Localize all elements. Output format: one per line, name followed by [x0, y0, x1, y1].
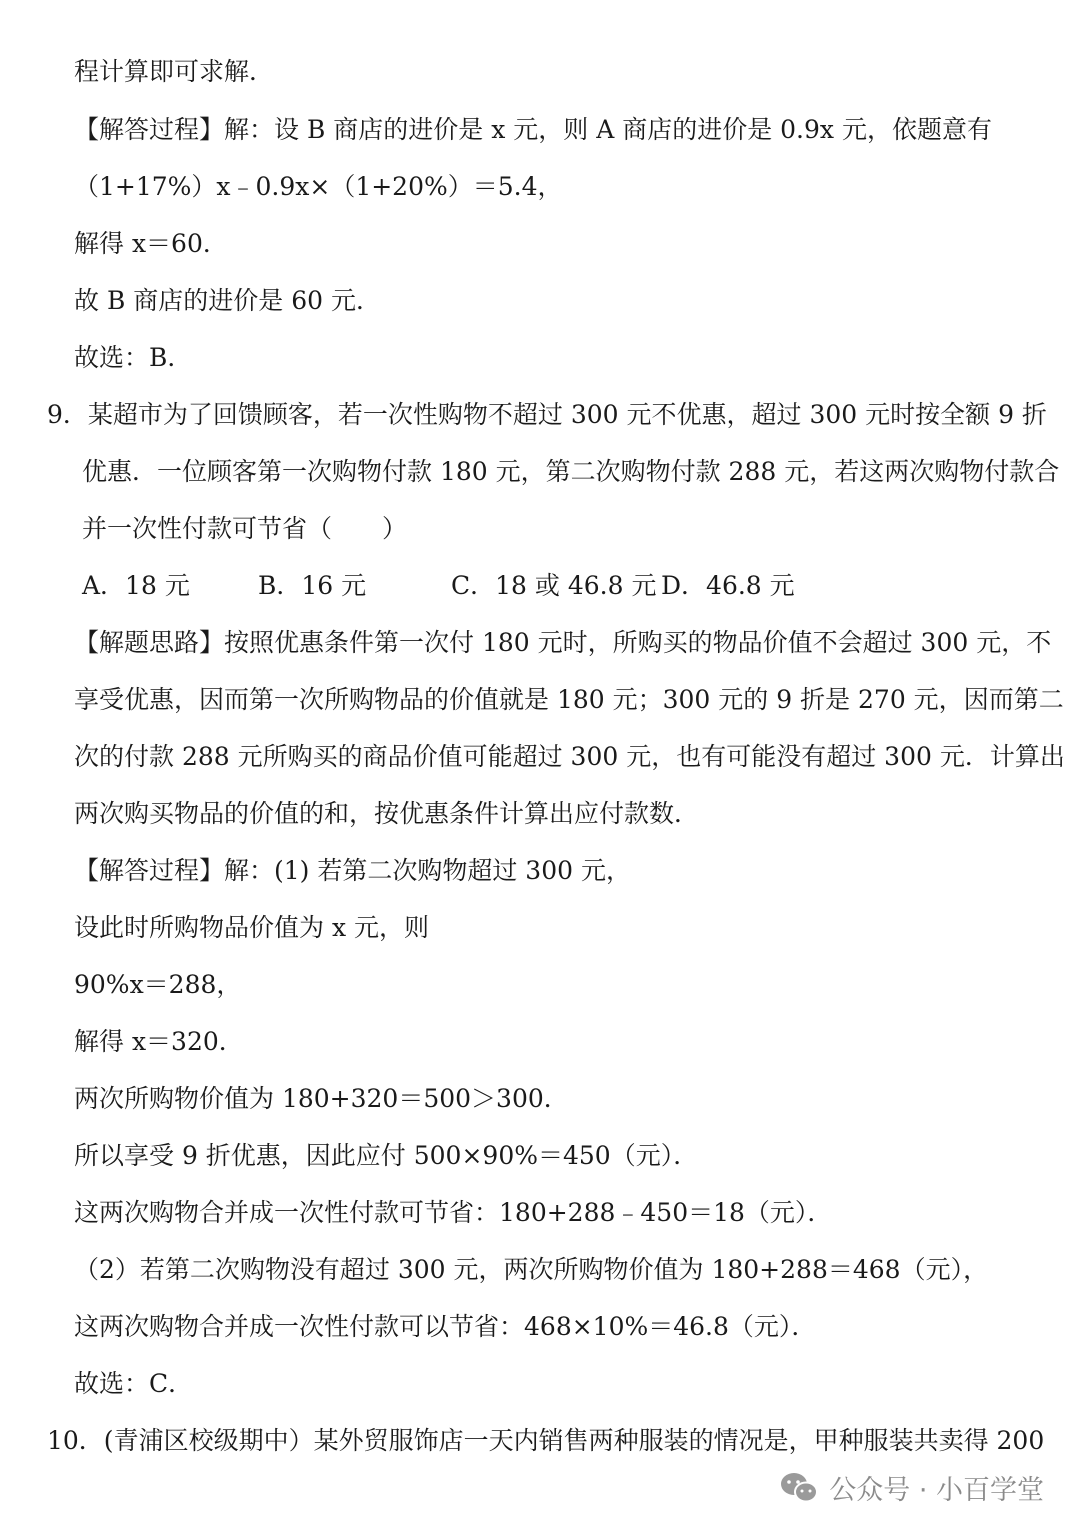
solution-line: 这两次购物合并成一次性付款可以节省：468×10%＝46.8（元）．	[74, 1312, 817, 1341]
question-9-stem: 并一次性付款可节省（ ）	[82, 514, 408, 543]
solution-line: 两次所购物价值为 180+320＝500＞300．	[74, 1084, 569, 1113]
answer-process-line: 【解答过程】解：设 B 商店的进价是 x 元，则 A 商店的进价是 0.9x 元，依题意有	[74, 115, 992, 144]
thinking-line: 次的付款 288 元所购买的商品价值可能超过 300 元，也有可能没有超过 300 元．计算出	[74, 742, 1065, 771]
solution-line: （2）若第二次购物没有超过 300 元，两次所购物价值为 180+288＝468（元），	[74, 1255, 989, 1284]
choice-line: 故选：C．	[74, 1369, 194, 1398]
question-9-stem: 9．某超市为了回馈顾客，若一次性购物不超过 300 元不优惠，超过 300 元时按全额 9 折	[47, 400, 1047, 429]
thinking-line: 【解题思路】按照优惠条件第一次付 180 元时，所购买的物品价值不会超过 300 元，不	[74, 628, 1052, 657]
watermark	[779, 1468, 1044, 1507]
question-10-stem: 10．(青浦区校级期中）某外贸服饰店一天内销售两种服装的情况是，甲种服装共卖得 200	[47, 1426, 1045, 1455]
thinking-line: 两次购买物品的价值的和，按优惠条件计算出应付款数．	[74, 799, 700, 828]
equation-line: （1+17%）x﹣0.9x×（1+20%）＝5.4，	[74, 172, 563, 201]
solution-line: 设此时所购物品价值为 x 元，则	[74, 913, 429, 942]
option-a: A．18 元	[82, 571, 190, 600]
option-d: D．46.8 元	[661, 571, 795, 600]
wechat-icon	[779, 1471, 819, 1505]
solution-line: 所以享受 9 折优惠，因此应付 500×90%＝450（元）．	[74, 1141, 699, 1170]
thinking-line: 享受优惠，因而第一次所购物品的价值就是 180 元；300 元的 9 折是 270 元，因而第二	[74, 685, 1064, 714]
question-9-stem: 优惠．一位顾客第一次购物付款 180 元，第二次购物付款 288 元，若这两次购物付款合	[82, 457, 1060, 486]
option-c: C．18 或 46.8 元	[451, 571, 657, 600]
question-9-options	[82, 570, 795, 602]
solution-line: 程计算即可求解．	[74, 57, 275, 86]
option-b: B．16 元	[258, 571, 367, 600]
answer-process-line: 【解答过程】解：(1) 若第二次购物超过 300 元，	[74, 856, 631, 885]
solution-line: 解得 x＝60．	[74, 229, 228, 258]
watermark-text: 公众号 · 小百学堂	[829, 1475, 1044, 1506]
solution-line: 这两次购物合并成一次性付款可节省：180+288﹣450＝18（元）．	[74, 1198, 833, 1227]
solution-line: 解得 x＝320．	[74, 1027, 244, 1056]
conclusion-line: 故 B 商店的进价是 60 元．	[74, 286, 381, 315]
equation-line: 90%x＝288，	[74, 970, 242, 999]
choice-line: 故选：B．	[74, 343, 193, 372]
